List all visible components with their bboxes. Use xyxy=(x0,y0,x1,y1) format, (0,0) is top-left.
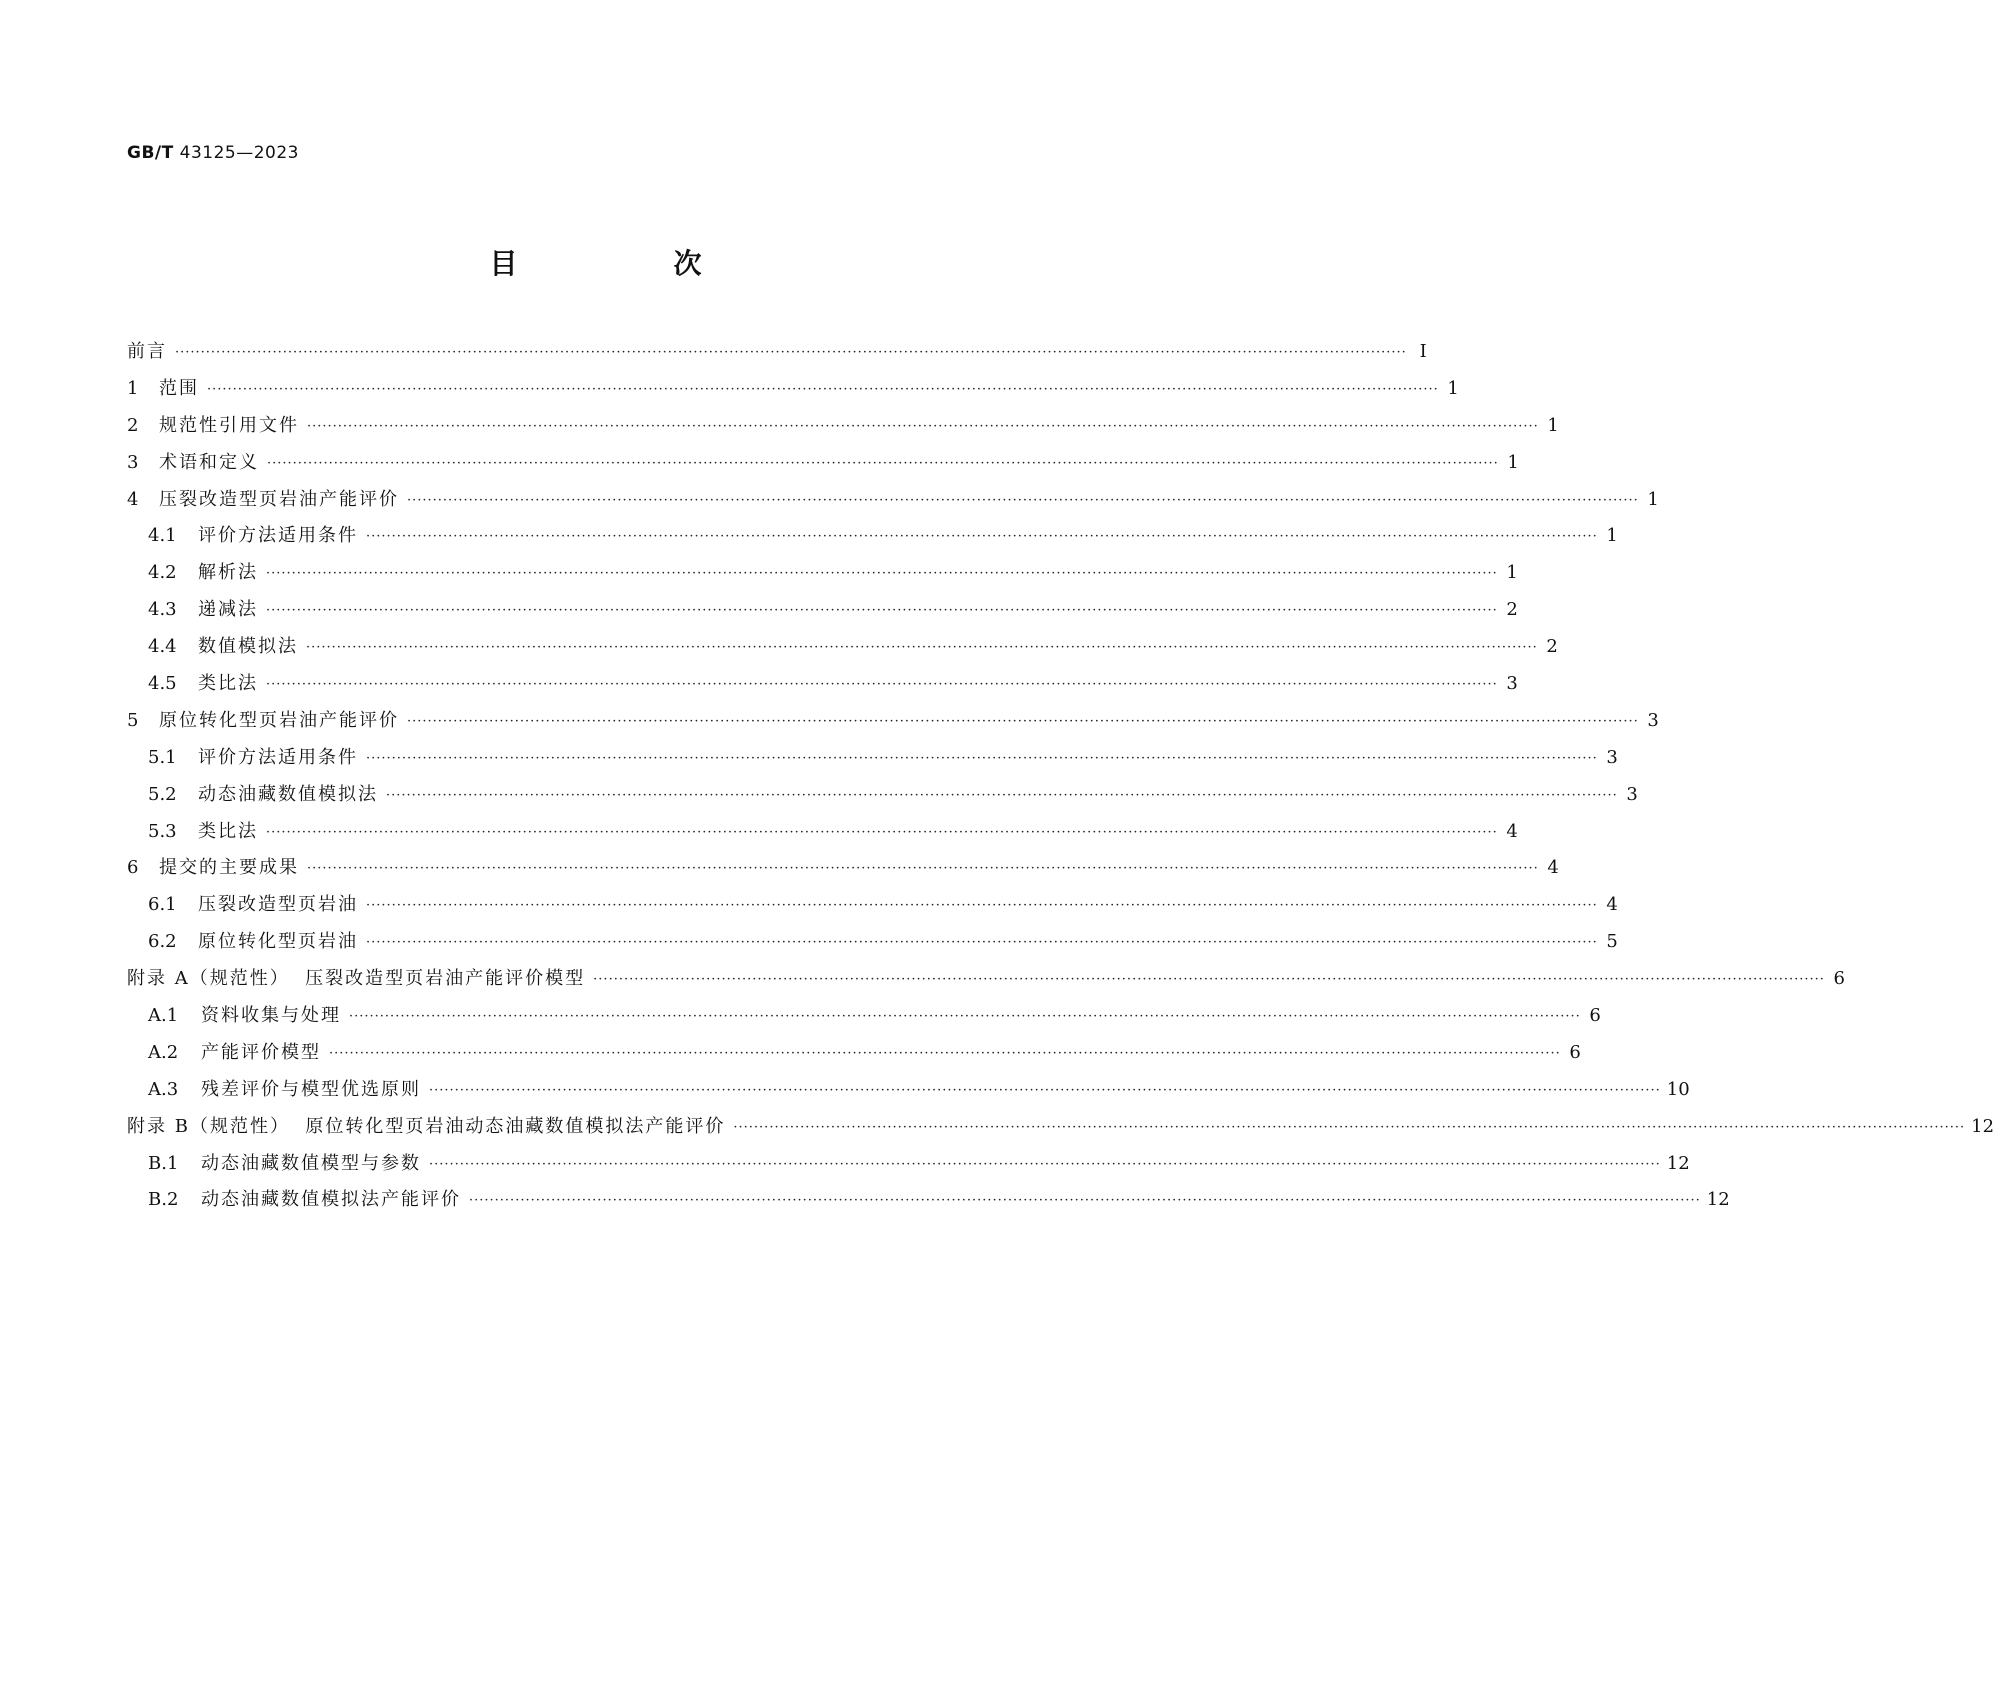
toc-entry-label: 原位转化型页岩油 xyxy=(198,931,358,953)
toc-title: 目 次 xyxy=(489,247,766,280)
toc-entry-page: 1 xyxy=(1506,562,1518,584)
toc-entry-label: 评价方法适用条件 xyxy=(198,746,358,768)
toc-dot-leader: ················································································································································································································································ xyxy=(306,640,1538,656)
toc-entry-number: A.2 xyxy=(148,1041,179,1063)
toc-entry[interactable] xyxy=(127,672,1518,709)
toc-entry-page: 6 xyxy=(1569,1041,1581,1063)
toc-entry[interactable] xyxy=(127,1188,1730,1225)
toc-dot-leader: ················································································································································································································································ xyxy=(175,345,1407,360)
toc-entry[interactable] xyxy=(127,1078,1690,1115)
toc-dot-leader: ················································································································································································································································ xyxy=(207,381,1439,397)
toc-entry-number: B.2 xyxy=(148,1189,179,1211)
toc-entry-label: 规范性引用文件 xyxy=(159,414,299,436)
toc-entry-number: B.1 xyxy=(148,1152,179,1174)
toc-entry-page: 6 xyxy=(1833,968,1845,990)
toc-entry[interactable] xyxy=(127,930,1618,967)
toc-entry[interactable] xyxy=(127,1004,1601,1041)
toc-entry[interactable] xyxy=(127,746,1618,783)
toc-entry-label: 压裂改造型页岩油 xyxy=(198,894,358,916)
toc-dot-leader: ················································································································································································································································ xyxy=(429,1156,1661,1172)
toc-entry-number: 4.2 xyxy=(148,562,177,584)
toc-dot-leader: ················································································································································································································································ xyxy=(349,1009,1581,1025)
toc-entry-page: Ⅰ xyxy=(1419,341,1427,362)
toc-entry-label: 评价方法适用条件 xyxy=(198,525,358,547)
toc-dot-leader: ················································································································································································································································ xyxy=(307,861,1539,877)
toc-entry-number: 5.3 xyxy=(148,820,177,842)
toc-entry-label: 术语和定义 xyxy=(159,451,259,473)
toc-dot-leader: ················································································································································································································································ xyxy=(266,824,1498,840)
standard-code xyxy=(127,142,299,164)
toc-entry-label: 类比法 xyxy=(198,673,258,695)
toc-entry-label: 产能评价模型 xyxy=(201,1041,321,1063)
toc-entry[interactable] xyxy=(127,1041,1581,1078)
toc-entry-label: 原位转化型页岩油产能评价 xyxy=(159,709,399,731)
toc-entry-page: 10 xyxy=(1666,1078,1690,1100)
toc-entry[interactable] xyxy=(127,488,1659,525)
toc-dot-leader: ················································································································································································································································ xyxy=(469,1193,1701,1209)
toc-entry-label: 压裂改造型页岩油产能评价 xyxy=(159,488,399,510)
toc-entry-page: 3 xyxy=(1626,783,1638,805)
toc-entry-page: 3 xyxy=(1506,673,1518,695)
toc-entry[interactable] xyxy=(127,598,1518,635)
toc-entry-number: 5.1 xyxy=(148,746,177,768)
toc-entry-label: 递减法 xyxy=(198,599,258,621)
toc-dot-leader: ················································································································································································································································ xyxy=(407,713,1639,729)
toc-entry-number: 4.4 xyxy=(148,636,177,658)
toc-entry[interactable] xyxy=(127,414,1559,451)
toc-entry-number: 3 xyxy=(127,451,139,473)
toc-entry-number: 1 xyxy=(127,377,139,399)
toc-entry[interactable] xyxy=(127,709,1659,746)
toc-entry-number: 6.2 xyxy=(148,931,177,953)
toc-entry-label: 附录 A（规范性） 压裂改造型页岩油产能评价模型 xyxy=(127,968,586,990)
toc-entry[interactable] xyxy=(127,377,1459,414)
toc-entry[interactable] xyxy=(127,893,1618,930)
toc-entry-number: A.1 xyxy=(148,1005,179,1027)
toc-dot-leader: ················································································································································································································································ xyxy=(266,566,1498,582)
toc-entry-label: 残差评价与模型优选原则 xyxy=(201,1078,421,1100)
toc-dot-leader: ················································································································································································································································ xyxy=(733,1119,1966,1135)
toc-entry-number: 5 xyxy=(127,709,139,731)
toc-entry-page: 6 xyxy=(1589,1005,1601,1027)
toc-entry-page: 4 xyxy=(1547,857,1559,879)
toc-entry-number: A.3 xyxy=(148,1078,179,1100)
toc-entry-number: 6 xyxy=(127,857,139,879)
toc-entry-number: 2 xyxy=(127,414,139,436)
toc-entry-page: 3 xyxy=(1647,709,1659,731)
toc-entry[interactable] xyxy=(127,856,1559,893)
toc-entry-label: 动态油藏数值模型与参数 xyxy=(201,1152,421,1174)
toc-entry-number: 4 xyxy=(127,488,139,510)
toc-entry-page: 2 xyxy=(1506,599,1518,621)
toc-entry-page: 12 xyxy=(1706,1189,1730,1211)
toc-entry[interactable] xyxy=(127,1152,1690,1189)
toc-entry[interactable] xyxy=(127,561,1518,598)
toc-entry-label: 动态油藏数值模拟法 xyxy=(198,783,378,805)
toc-entry-page: 12 xyxy=(1971,1115,1994,1137)
toc-entry[interactable] xyxy=(127,1115,1994,1152)
toc-entry-page: 4 xyxy=(1506,820,1518,842)
toc-dot-leader: ················································································································································································································································ xyxy=(386,787,1618,803)
toc-entry-label: 动态油藏数值模拟法产能评价 xyxy=(201,1189,461,1211)
toc-dot-leader: ················································································································································································································································ xyxy=(366,898,1598,914)
toc-entry[interactable] xyxy=(127,783,1638,820)
toc-entry-page: 1 xyxy=(1647,488,1659,510)
toc-entry-page: 1 xyxy=(1547,414,1559,436)
toc-entry-page: 12 xyxy=(1666,1152,1690,1174)
toc-entry-page: 3 xyxy=(1606,746,1618,768)
standard-code-prefix: GB/T xyxy=(127,143,174,163)
toc-dot-leader: ················································································································································································································································ xyxy=(266,603,1498,619)
toc-entry-page: 2 xyxy=(1546,636,1558,658)
toc-entry[interactable] xyxy=(127,340,1427,377)
toc-entry-number: 6.1 xyxy=(148,894,177,916)
toc-dot-leader: ················································································································································································································································ xyxy=(329,1045,1561,1061)
toc-dot-leader: ················································································································································································································································ xyxy=(366,935,1598,951)
toc-dot-leader: ················································································································································································································································ xyxy=(407,492,1639,508)
toc-entry[interactable] xyxy=(127,967,1845,1004)
standard-code-number: 43125—2023 xyxy=(179,143,299,163)
toc-entry[interactable] xyxy=(127,820,1518,857)
toc-entry[interactable] xyxy=(127,524,1618,561)
toc-entry-label: 提交的主要成果 xyxy=(159,857,299,879)
toc-dot-leader: ················································································································································································································································ xyxy=(366,529,1598,545)
toc-entry[interactable] xyxy=(127,635,1558,672)
toc-entry-page: 1 xyxy=(1507,451,1519,473)
toc-dot-leader: ················································································································································································································································ xyxy=(307,418,1539,434)
toc-entry-page: 1 xyxy=(1606,525,1618,547)
toc-entry-number: 5.2 xyxy=(148,783,177,805)
table-of-contents xyxy=(127,340,1994,1225)
toc-entry-label: 前言 xyxy=(127,341,167,362)
toc-entry-label: 解析法 xyxy=(198,562,258,584)
toc-entry-label: 范围 xyxy=(159,377,199,399)
toc-entry-label: 类比法 xyxy=(198,820,258,842)
toc-entry-number: 4.5 xyxy=(148,673,177,695)
toc-entry-number: 4.1 xyxy=(148,525,177,547)
toc-entry-page: 1 xyxy=(1447,377,1459,399)
toc-entry-label: 数值模拟法 xyxy=(198,636,298,658)
toc-dot-leader: ················································································································································································································································ xyxy=(429,1082,1661,1098)
toc-entry-page: 5 xyxy=(1606,931,1618,953)
toc-dot-leader: ················································································································································································································································ xyxy=(267,455,1499,471)
toc-dot-leader: ················································································································································································································································ xyxy=(266,677,1498,693)
toc-entry-label: 附录 B（规范性） 原位转化型页岩油动态油藏数值模拟法产能评价 xyxy=(127,1115,726,1137)
toc-entry[interactable] xyxy=(127,451,1519,488)
toc-entry-label: 资料收集与处理 xyxy=(201,1005,341,1027)
toc-entry-number: 4.3 xyxy=(148,599,177,621)
toc-dot-leader: ················································································································································································································································ xyxy=(593,972,1825,988)
toc-entry-page: 4 xyxy=(1606,894,1618,916)
toc-dot-leader: ················································································································································································································································ xyxy=(366,750,1598,766)
